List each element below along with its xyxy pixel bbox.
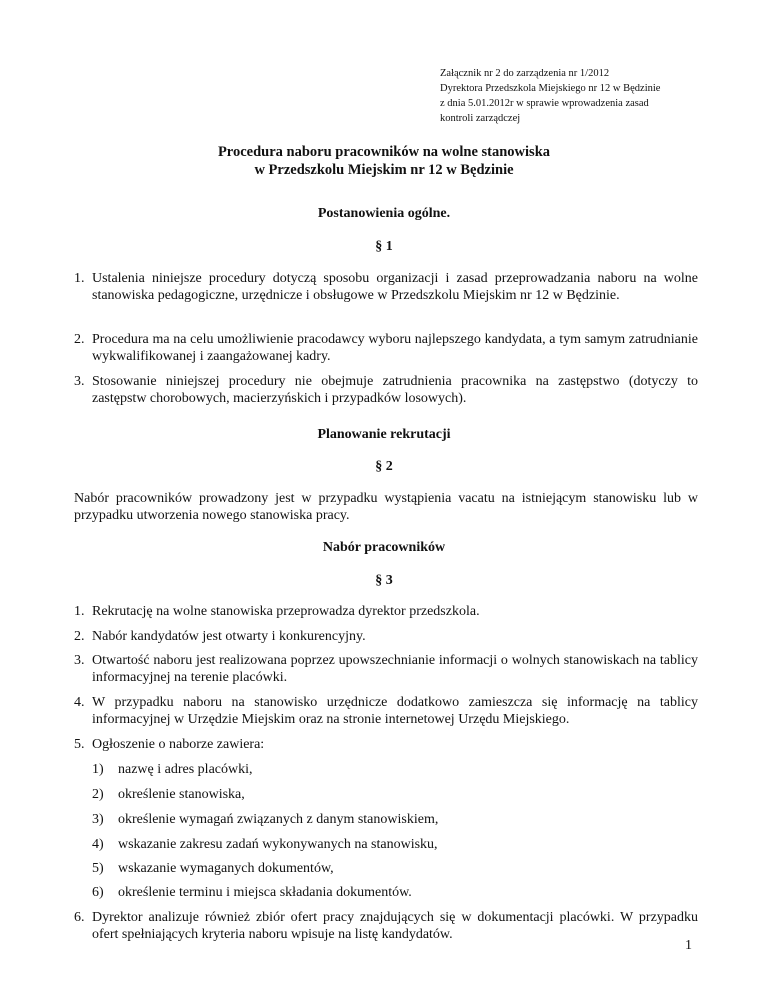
list-item-text: Nabór kandydatów jest otwarty i konkurencyjny. [92,629,366,644]
attachment-line: z dnia 5.01.2012r w sprawie wprowadzenia zasad [440,98,649,109]
list-item [74,331,698,365]
sub-list-item [92,811,438,828]
section3-heading: Nabór pracowników [322,540,446,555]
list-item-text: W przypadku naboru na stanowisko urzędnicze dodatkowo zamieszcza się informację na tablicy informacyjnej w Urzędzie Miejskim oraz na stronie internetowej Urzędu Miejskiego. [92,695,698,727]
list-item-text: Rekrutację na wolne stanowiska przeprowadza dyrektor przedszkola. [92,604,480,619]
list-item [74,694,698,728]
attachment-line: Załącznik nr 2 do zarządzenia nr 1/2012 [440,68,610,79]
list-item-number: 4. [74,695,85,710]
sub-list-item [92,884,412,901]
sub-list-item [92,836,438,853]
attachment-line: Dyrektora Przedszkola Miejskiego nr 12 w Będzinie [440,83,661,94]
list-item [74,652,698,686]
list-item [74,270,698,304]
list-item-number: 6. [74,910,85,925]
sub-list-item-text: określenie stanowiska, [118,787,245,802]
list-item-text: Otwartość naboru jest realizowana poprzez upowszechnianie informacji o wolnych stanowiskach na tablicy informacyjnej na terenie placówki. [92,653,698,685]
list-item-text: Dyrektor analizuje również zbiór ofert pracy znajdujących się w dokumentacji placówki. W przypadku ofert spełniających kryteria naboru wpisuje na listę kandydatów. [92,910,698,942]
document-title-line2: w Przedszkolu Miejskim nr 12 w Będzinie [254,162,514,178]
attachment-line: kontroli zarządczej [440,113,521,124]
list-item [74,373,698,407]
page-number: 1 [685,938,692,953]
list-item-number: 5. [74,737,85,752]
sub-list-item-text: wskazanie wymaganych dokumentów, [118,861,334,876]
sub-list-item-number: 5) [92,861,104,876]
list-item-text: Stosowanie niniejszej procedury nie obejmuje zatrudnienia pracownika na zastępstwo (dotyczy to zastępstw chorobowych, macierzyńskich i przypadków losowych). [92,374,698,406]
list-item-number: 1. [74,604,85,619]
sub-list-item-number: 3) [92,812,104,827]
document-title-line1: Procedura naboru pracowników na wolne stanowiska [217,144,551,160]
list-item-text: Ustalenia niniejsze procedury dotyczą sposobu organizacji i zasad przeprowadzania naboru na wolne stanowiska pedagogiczne, urzędnicze i obsługowe w Przedszkolu Miejskim nr 12 w Będzinie. [92,271,698,303]
sub-list-item-text: określenie terminu i miejsca składania dokumentów. [118,885,412,900]
section2-paragraph-mark: § 2 [375,459,393,474]
sub-list-item [92,761,253,778]
section1-heading: Postanowienia ogólne. [317,206,451,221]
section2-text: Nabór pracowników prowadzony jest w przypadku wystąpienia vacatu na istniejącym stanowisku lub w przypadku utworzenia nowego stanowiska pracy. [74,491,698,523]
section3-paragraph-mark: § 3 [375,573,393,588]
list-item [74,628,698,645]
section1-paragraph-mark: § 1 [375,239,393,254]
list-item [74,909,698,943]
list-item-number: 1. [74,271,85,286]
list-item [74,603,698,620]
list-item [74,736,698,753]
sub-list-item-number: 1) [92,762,104,777]
sub-list-item-text: nazwę i adres placówki, [118,762,253,777]
sub-list-item [92,860,334,877]
list-item-number: 2. [74,629,85,644]
sub-list-item-number: 2) [92,787,104,802]
section2-heading: Planowanie rekrutacji [317,427,451,442]
list-item-text: Procedura ma na celu umożliwienie pracodawcy wyboru najlepszego kandydata, a tym samym zatrudnianie wykwalifikowanej i zaangażowanej kadry. [92,332,698,364]
list-item-text: Ogłoszenie o naborze zawiera: [92,737,265,752]
sub-list-item-text: wskazanie zakresu zadań wykonywanych na stanowisku, [118,837,438,852]
attachment-note [440,66,740,126]
sub-list-item [92,786,245,803]
sub-list-item-text: określenie wymagań związanych z danym stanowiskiem, [118,812,439,827]
sub-list-item-number: 4) [92,837,104,852]
sub-list-item-number: 6) [92,885,104,900]
list-item-number: 2. [74,332,85,347]
list-item-number: 3. [74,374,85,389]
list-item-number: 3. [74,653,85,668]
